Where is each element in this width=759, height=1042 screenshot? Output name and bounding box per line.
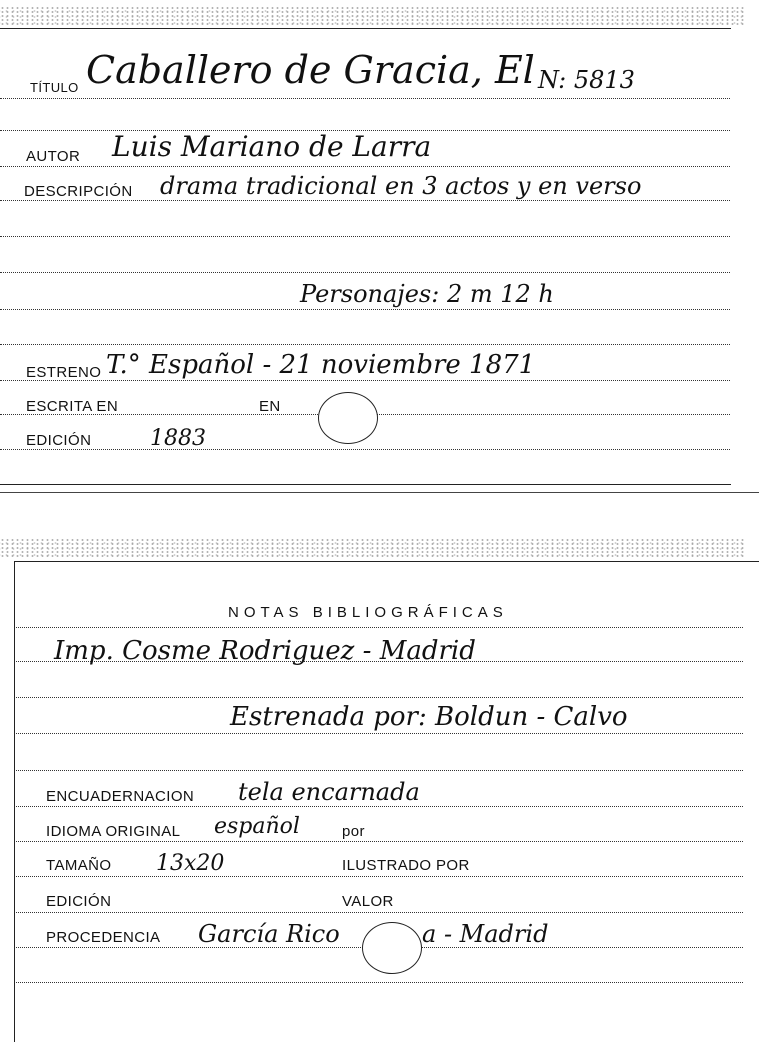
handwritten-provenance: García Rico (198, 920, 340, 948)
card-separator-line (0, 492, 759, 493)
handwritten-characters: Personajes: 2 m 12 h (300, 280, 554, 308)
rule-line (16, 876, 743, 877)
rule-line (16, 697, 743, 698)
label-descripcion: DESCRIPCIÓN (24, 183, 133, 200)
label-autor: AUTOR (26, 148, 81, 165)
handwritten-note-printer: Imp. Cosme Rodriguez - Madrid (54, 636, 476, 666)
rule-line (0, 200, 730, 201)
card2-top-edge-texture (0, 538, 745, 558)
label-edicion: EDICIÓN (26, 432, 92, 449)
card1-top-edge-texture (0, 6, 745, 26)
handwritten-size: 13x20 (156, 851, 225, 876)
rule-line (0, 309, 730, 310)
handwritten-language: español (214, 814, 300, 839)
handwritten-author: Luis Mariano de Larra (112, 130, 432, 163)
handwritten-note-premiered-by: Estrenada por: Boldun - Calvo (230, 702, 628, 732)
label-encuadernacion: ENCUADERNACION (46, 788, 195, 805)
handwritten-provenance-end: a - Madrid (422, 920, 549, 948)
rule-line (16, 627, 743, 628)
label-en: EN (259, 398, 281, 415)
punch-hole (362, 922, 422, 974)
label-idioma-original: IDIOMA ORIGINAL (46, 823, 181, 840)
rule-line (0, 380, 730, 381)
label-ilustrado-por: ILUSTRADO POR (342, 857, 470, 874)
handwritten-binding: tela encarnada (238, 778, 420, 806)
rule-line (0, 166, 730, 167)
label-valor: VALOR (342, 893, 394, 910)
label-por: por (342, 823, 365, 840)
handwritten-description: drama tradicional en 3 actos y en verso (160, 172, 642, 200)
rule-line (0, 344, 730, 345)
rule-line (16, 982, 743, 983)
label-estreno: ESTRENO (26, 364, 102, 381)
label-edicion-2: EDICIÓN (46, 893, 112, 910)
handwritten-title: Caballero de Gracia, El (86, 48, 535, 92)
rule-line (0, 449, 730, 450)
label-tamano: TAMAÑO (46, 857, 112, 874)
label-procedencia: PROCEDENCIA (46, 929, 161, 946)
rule-line (0, 236, 730, 237)
rule-line (0, 98, 730, 99)
rule-line (16, 806, 743, 807)
handwritten-edition-year: 1883 (150, 426, 206, 451)
rule-line (16, 841, 743, 842)
handwritten-number: N: 5813 (538, 66, 635, 94)
rule-line (16, 770, 743, 771)
rule-line (16, 733, 743, 734)
rule-line (16, 912, 743, 913)
rule-line (0, 272, 730, 273)
punch-hole (318, 392, 378, 444)
handwritten-premiere: T.° Español - 21 noviembre 1871 (106, 350, 536, 380)
label-titulo: TÍTULO (30, 80, 79, 95)
label-escrita-en: ESCRITA EN (26, 398, 119, 415)
notes-heading: NOTAS BIBLIOGRÁFICAS (228, 604, 508, 621)
